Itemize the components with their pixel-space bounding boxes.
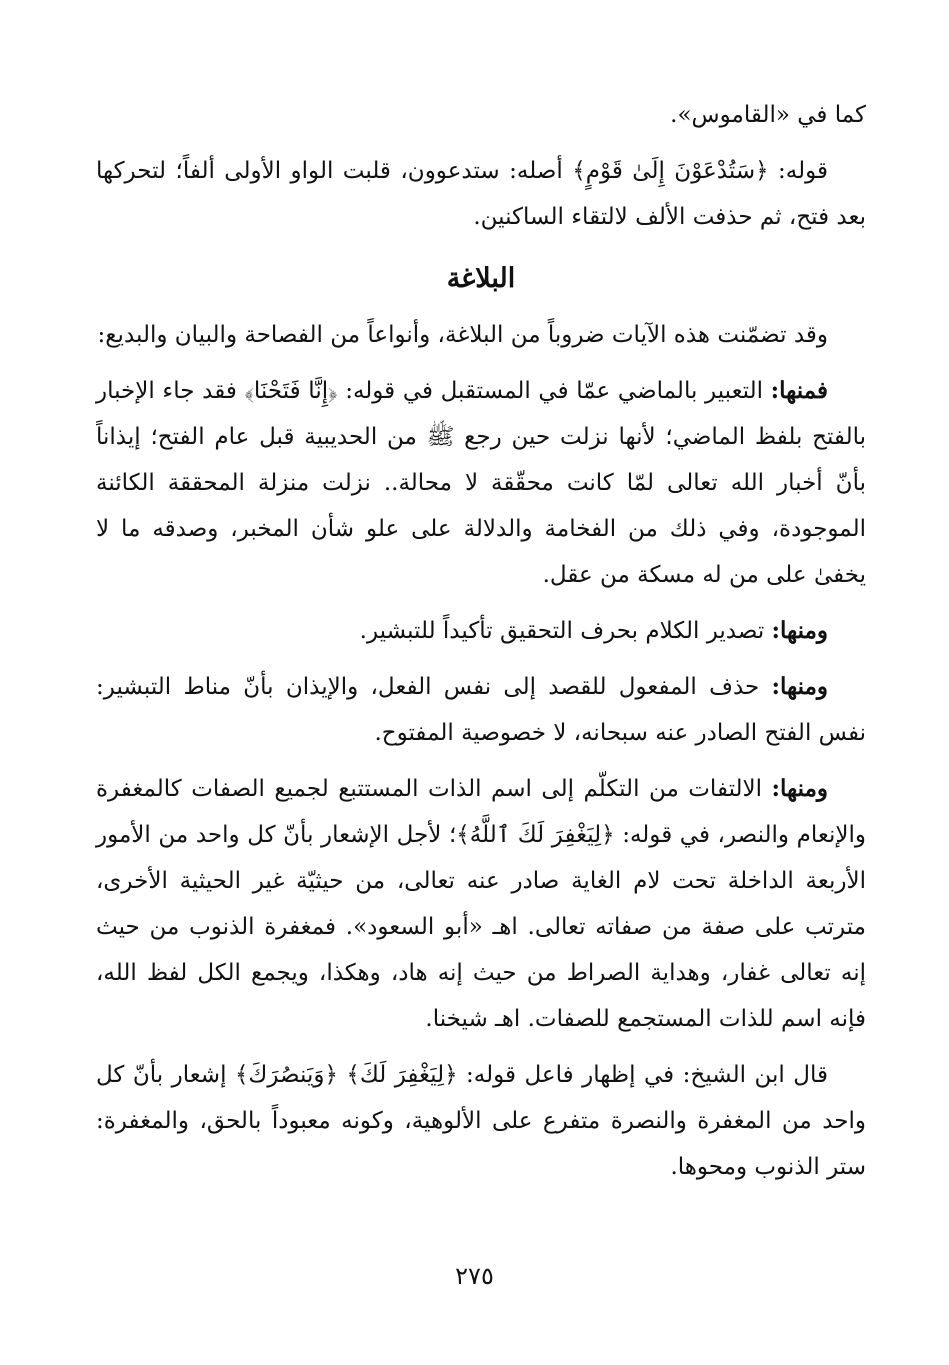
- section-heading: البلاغة: [446, 263, 516, 294]
- point-lead: ومنها:: [771, 617, 828, 644]
- point-body: الالتفات من التكلّم إلى اسم الذات المستتبع لجميع الصفات كالمغفرة والإنعام والنصر، في قوله: ﴿لِيَغْفِرَ لَكَ ٱللَّهُ﴾؛ لأجل الإشعار بأنّ كل واحد من الأمور الأربعة الداخلة تحت لام الغاية صادر عنه تعالى، من حيثيّة غير الحيثية الأخرى، مترتب على صفة من صفاته تعالى. اهـ «أبو السعود». فمغفرة الذنوب من حيث إنه تعالى غفار، وهداية الصراط من حيث إنه هاد، وهكذا، ويجمع الكل لفظ الله، فإنه اسم للذات المستجمع للصفات. اهـ شيخنا.: [96, 776, 866, 1032]
- paragraph-point-1: [96, 368, 866, 598]
- paragraph-ibn-alshaykh: قال ابن الشيخ: في إظهار فاعل قوله: ﴿لِيَغْفِرَ لَكَ﴾ ﴿وَيَنصُرَكَ﴾ إشعار بأنّ كل واحد من المغفرة والنصرة متفرع على الألوهية، وكونه معبوداً بالحق، والمغفرة: ستر الذنوب ومحوها.: [96, 1062, 866, 1180]
- point-lead: ومنها:: [771, 775, 828, 802]
- point-body: حذف المفعول للقصد إلى نفس الفعل، والإيذان بأنّ مناط التبشير: نفس الفتح الصادر عنه سبحانه، لا خصوصية المفتوح.: [96, 674, 866, 746]
- point-lead: ومنها:: [771, 673, 828, 700]
- paragraph-grammar-note: قوله: ﴿سَتُدْعَوْنَ إِلَىٰ قَوْمٍ﴾ أصله: ستدعوون، قلبت الواو الأولى ألفاً؛ لتحركها بعد فتح، ثم حذفت الألف لالتقاء الساكنين.: [96, 158, 866, 230]
- paragraph-intro-balagha: وقد تضمّنت هذه الآيات ضروباً من البلاغة، وأنواعاً من الفصاحة والبيان والبديع:: [97, 322, 828, 348]
- page-body: [96, 92, 866, 1200]
- point-body: تصدير الكلام بحرف التحقيق تأكيداً للتبشير.: [359, 618, 772, 644]
- paragraph-point-2: [96, 608, 866, 654]
- point-lead: فمنها:: [770, 377, 828, 404]
- paragraph-point-4: [96, 766, 866, 1042]
- page-number: ٢٧٥: [455, 1262, 494, 1290]
- paragraph-qamus-reference: كما في «القاموس».: [670, 102, 866, 128]
- paragraph-point-3: [96, 664, 866, 756]
- point-body: التعبير بالماضي عمّا في المستقبل في قوله: ﴿إِنَّا فَتَحْنَا﴾ فقد جاء الإخبار بالفتح بلفظ الماضي؛ لأنها نزلت حين رجع ﷺ من الحديبية قبل عام الفتح؛ إيذاناً بأنّ أخبار الله تعالى لمّا كانت محقّقة لا محالة.. نزلت منزلة المحققة الكائنة الموجودة، وفي ذلك من الفخامة والدلالة على علو شأن المخبر، وصدقه ما لا يخفىٰ على من له مسكة من عقل.: [96, 378, 866, 588]
